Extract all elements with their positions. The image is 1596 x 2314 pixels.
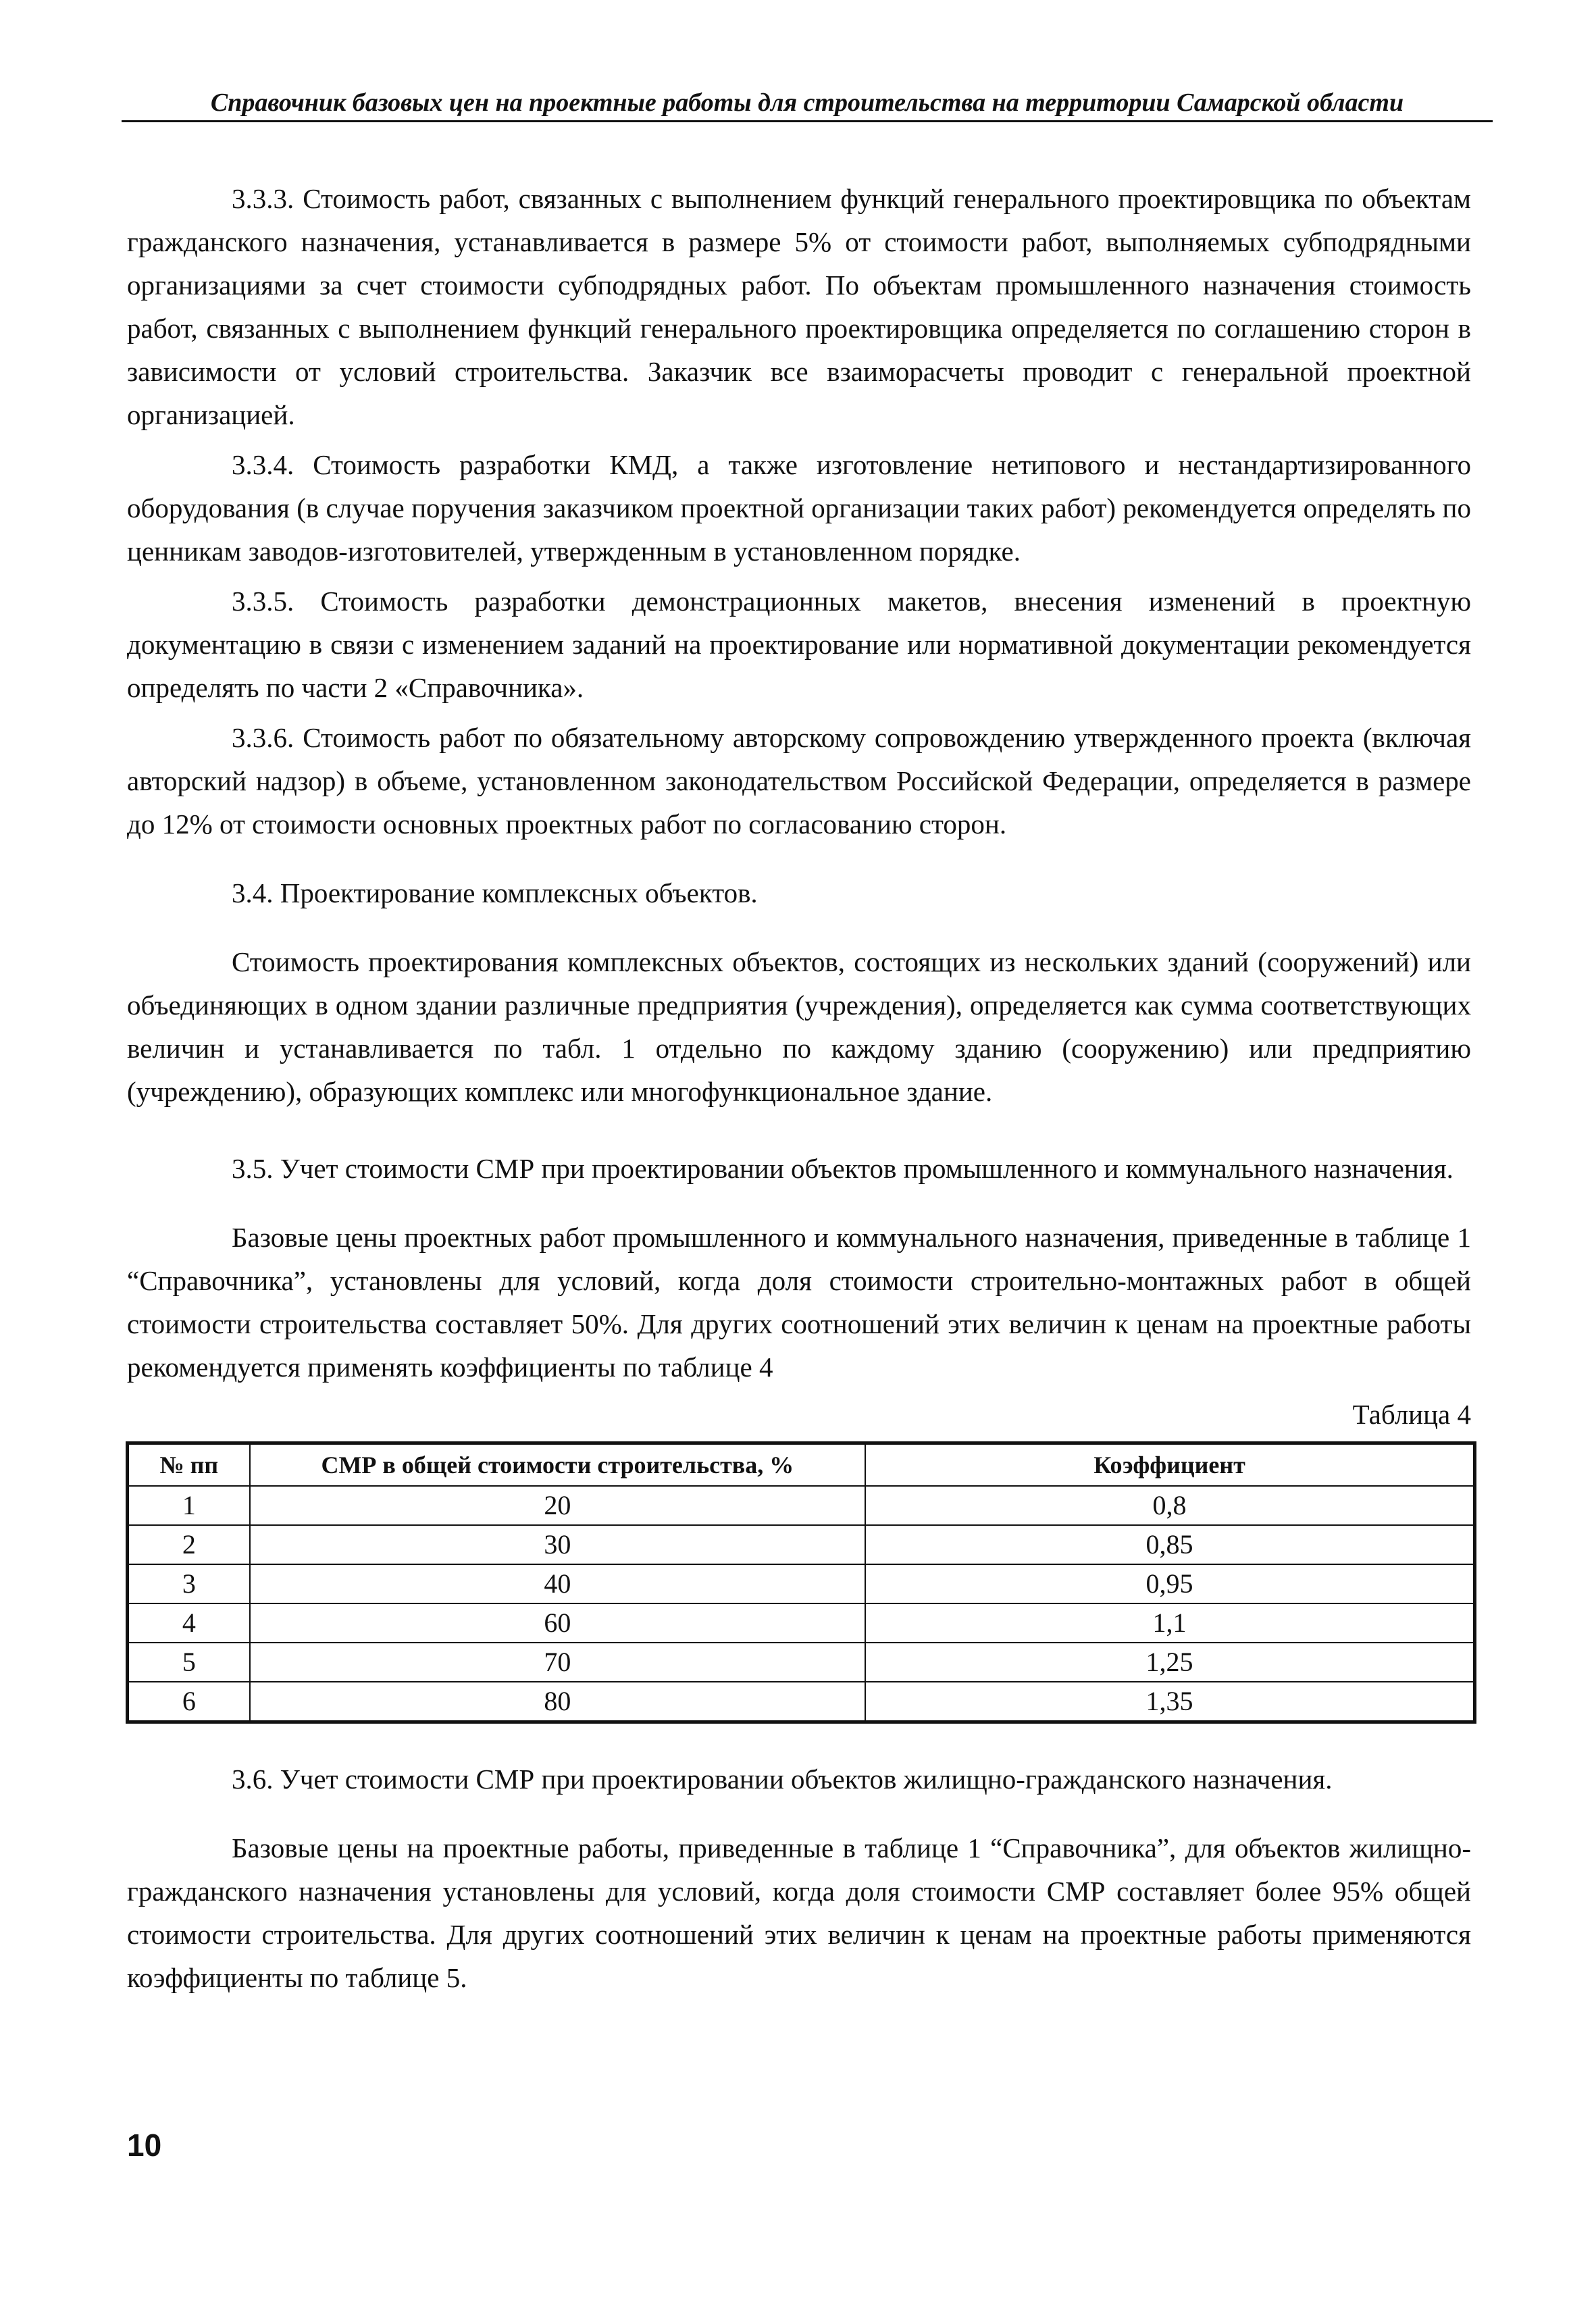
table-row <box>128 1486 1475 1525</box>
row-number-cell: 3 <box>128 1564 250 1603</box>
smr-share-cell: 70 <box>250 1643 865 1682</box>
page-number: 10 <box>127 2128 162 2163</box>
row-number-cell: 6 <box>128 1682 250 1722</box>
heading-3-5: 3.5. Учет стоимости СМР при проектировании объектов промышленного и коммунального назначения. <box>232 1153 1453 1184</box>
row-number-cell: 5 <box>128 1643 250 1682</box>
paragraph-3-3-6: 3.3.6. Стоимость работ по обязательному авторскому сопровождению утвержденного проекта (включая авторский надзор) в объеме, установленном законодательством Российской Федерации, определяется в размере до 12% от стоимости основных проектных работ по согласованию сторон. <box>127 722 1471 840</box>
row-number-cell: 4 <box>128 1603 250 1643</box>
table-row <box>128 1564 1475 1603</box>
running-header: Справочник базовых цен на проектные работы для строительства на территории Самарской области <box>122 86 1493 122</box>
row-number-cell: 2 <box>128 1525 250 1564</box>
paragraph-3-3-3: 3.3.3. Стоимость работ, связанных с выполнением функций генерального проектировщика по объектам гражданского назначения, устанавливается в размере 5% от стоимости работ, выполняемых субподрядными организациями за счет стоимости субподрядных работ. По объектам промышленного назначения стоимость работ, связанных с выполнением функций генерального проектировщика определяется по соглашению сторон в зависимости от условий строительства. Заказчик все взаиморасчеты проводит с генеральной проектной организацией. <box>127 183 1471 430</box>
page-content <box>127 177 1471 1999</box>
coefficient-cell: 0,95 <box>865 1564 1474 1603</box>
heading-3-4: 3.4. Проектирование комплексных объектов. <box>232 877 758 908</box>
column-header-number: № пп <box>128 1443 250 1487</box>
smr-share-cell: 40 <box>250 1564 865 1603</box>
smr-share-cell: 80 <box>250 1682 865 1722</box>
table-row <box>128 1682 1475 1722</box>
coefficient-cell: 1,35 <box>865 1682 1474 1722</box>
paragraph-3-6: Базовые цены на проектные работы, приведенные в таблице 1 “Справочника”, для объектов жилищно-гражданского назначения установлены для условий, когда доля стоимости СМР составляет более 95% общей стоимости строительства. Для других соотношений этих величин к ценам на проектные работы применяются коэффициенты по таблице 5. <box>127 1832 1471 1993</box>
table-4-caption: Таблица 4 <box>1352 1399 1471 1430</box>
coefficient-cell: 0,85 <box>865 1525 1474 1564</box>
smr-share-cell: 30 <box>250 1525 865 1564</box>
table-row <box>128 1643 1475 1682</box>
table-row <box>128 1603 1475 1643</box>
paragraph-3-3-4: 3.3.4. Стоимость разработки КМД, а также изготовление нетипового и нестандартизированного оборудования (в случае поручения заказчиком проектной организации таких работ) рекомендуется определять по ценникам заводов-изготовителей, утвержденным в установленном порядке. <box>127 449 1471 567</box>
column-header-smr-share: СМР в общей стоимости строительства, % <box>250 1443 865 1487</box>
paragraph-3-3-5: 3.3.5. Стоимость разработки демонстрационных макетов, внесения изменений в проектную документацию в связи с изменением заданий на проектирование или нормативной документации рекомендуется определять по части 2 «Справочника». <box>127 586 1471 703</box>
smr-share-cell: 20 <box>250 1486 865 1525</box>
table-row <box>128 1525 1475 1564</box>
column-header-coefficient: Коэффициент <box>865 1443 1474 1487</box>
smr-share-cell: 60 <box>250 1603 865 1643</box>
coefficient-cell: 1,1 <box>865 1603 1474 1643</box>
paragraph-3-5: Базовые цены проектных работ промышленного и коммунального назначения, приведенные в таблице 1 “Справочника”, установлены для условий, когда доля стоимости строительно-монтажных работ в общей стоимости строительства составляет 50%. Для других соотношений этих величин к ценам на проектные работы рекомендуется применять коэффициенты по таблице 4 <box>127 1222 1471 1383</box>
coefficient-cell: 1,25 <box>865 1643 1474 1682</box>
heading-3-6: 3.6. Учет стоимости СМР при проектировании объектов жилищно-гражданского назначения. <box>232 1764 1333 1795</box>
table-header-row <box>128 1443 1475 1487</box>
coefficient-cell: 0,8 <box>865 1486 1474 1525</box>
row-number-cell: 1 <box>128 1486 250 1525</box>
table-4 <box>126 1441 1476 1724</box>
paragraph-3-4: Стоимость проектирования комплексных объектов, состоящих из нескольких зданий (сооружений) или объединяющих в одном здании различные предприятия (учреждения), определяется как сумма соответствующих величин и устанавливается по табл. 1 отдельно по каждому зданию (сооружению) или предприятию (учреждению), образующих комплекс или многофункциональное здание. <box>127 946 1471 1107</box>
